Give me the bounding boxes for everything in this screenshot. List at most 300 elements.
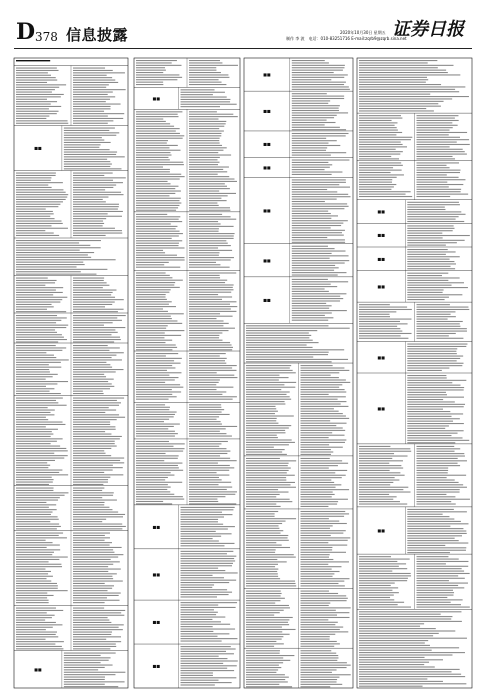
cell-text-line — [136, 463, 182, 464]
cell-text-line — [136, 292, 169, 293]
cell-text-line — [301, 496, 332, 497]
cell-text-line — [189, 484, 219, 485]
cell-text-line — [301, 629, 340, 630]
cell-text-line — [189, 240, 226, 241]
cell-text-line — [136, 118, 163, 119]
cell-text-line — [64, 669, 98, 670]
cell-text-line — [246, 521, 286, 522]
cell-label: ■■ — [377, 528, 385, 533]
cell-text-line — [16, 322, 56, 323]
cell-text-line — [407, 542, 468, 543]
cell-text-line — [73, 355, 116, 356]
cell-text-line — [16, 460, 55, 461]
cell-text-line — [73, 82, 118, 83]
cell-text-line — [16, 410, 55, 411]
cell-text-line — [73, 94, 108, 95]
cell-text-line — [136, 221, 182, 222]
cell-text-line — [16, 355, 54, 356]
cell-text-line — [73, 460, 120, 461]
cell-text-line — [16, 564, 61, 565]
cell-text-line — [292, 93, 327, 94]
cell-text-line — [301, 511, 346, 512]
cell-text-line — [181, 663, 224, 664]
cell-text-line — [407, 518, 454, 519]
cell-text-line — [189, 358, 227, 359]
cell-text-line — [417, 307, 469, 308]
cell-text-line — [246, 365, 291, 366]
cell-text-line — [16, 376, 53, 377]
cell-text-line — [64, 672, 126, 673]
cell-text-line — [246, 451, 282, 452]
cell-text-line — [181, 565, 232, 566]
cell-text-line — [16, 374, 58, 375]
cell-text-line — [73, 526, 126, 527]
cell-text-line — [73, 299, 124, 300]
cell-text-line — [73, 549, 113, 550]
cell-text-line — [359, 172, 391, 173]
cell-label: ■■ — [377, 232, 385, 238]
cell-text-line — [292, 274, 338, 275]
paragraph-text-line — [246, 332, 309, 333]
paragraph-text-line — [359, 79, 428, 80]
cell-text-line — [301, 396, 346, 397]
cell-text-line — [189, 503, 236, 504]
cell-text-line — [359, 592, 399, 593]
cell-text-line — [73, 278, 104, 279]
cell-text-line — [16, 367, 61, 368]
cell-text-line — [407, 530, 466, 531]
cell-text-line — [73, 465, 113, 466]
cell-text-line — [189, 169, 223, 170]
cell-text-line — [359, 458, 392, 459]
cell-text-line — [181, 528, 228, 529]
cell-text-line — [292, 279, 328, 280]
cell-text-line — [359, 179, 392, 180]
cell-text-line — [189, 377, 237, 378]
cell-text-line — [73, 197, 108, 198]
cell-text-line — [292, 120, 327, 121]
cell-text-line — [181, 531, 216, 532]
cell-text-line — [136, 335, 181, 336]
cell-text-line — [189, 219, 236, 220]
paragraph-text-line — [359, 640, 428, 641]
cell-text-line — [407, 411, 450, 412]
cell-text-line — [16, 216, 50, 217]
cell-text-line — [73, 537, 110, 538]
cell-text-line — [136, 142, 167, 143]
cell-text-line — [73, 559, 111, 560]
cell-text-line — [73, 204, 119, 205]
cell-text-line — [136, 379, 175, 380]
cell-text-line — [189, 223, 221, 224]
cell-text-line — [359, 604, 398, 605]
cell-text-line — [407, 363, 463, 364]
cell-text-line — [136, 282, 175, 283]
cell-text-line — [246, 406, 276, 407]
cell-text-line — [136, 311, 168, 312]
cell-text-line — [73, 304, 112, 305]
cell-text-line — [16, 547, 47, 548]
paragraph-text-line — [359, 101, 444, 102]
cell-text-line — [189, 499, 217, 500]
cell-text-line — [246, 472, 287, 473]
cell-text-line — [73, 357, 112, 358]
cell-text-line — [64, 662, 101, 663]
cell-text-line — [189, 114, 233, 115]
cell-text-line — [136, 503, 172, 504]
cell-text-line — [16, 388, 54, 389]
cell-text-line — [417, 587, 465, 588]
cell-text-line — [301, 379, 346, 380]
cell-text-line — [73, 620, 109, 621]
cell-text-line — [16, 177, 51, 178]
cell-text-line — [16, 80, 57, 81]
cell-text-line — [136, 289, 171, 290]
cell-text-line — [16, 441, 57, 442]
cell-text-line — [16, 292, 63, 293]
cell-text-line — [16, 622, 56, 623]
cell-text-line — [16, 588, 58, 589]
cell-text-line — [417, 335, 449, 336]
cell-text-line — [359, 158, 399, 159]
cell-text-line — [64, 159, 107, 160]
cell-text-line — [407, 261, 454, 262]
cell-text-line — [16, 540, 46, 541]
cell-text-line — [16, 507, 49, 508]
cell-text-line — [246, 482, 295, 483]
cell-text-line — [181, 580, 237, 581]
cell-text-line — [73, 235, 106, 236]
cell-text-line — [136, 202, 181, 203]
cell-text-line — [301, 622, 338, 623]
cell-text-line — [136, 275, 170, 276]
cell-text-line — [359, 177, 397, 178]
cell-text-line — [64, 657, 111, 658]
cell-text-line — [16, 533, 63, 534]
cell-text-line — [136, 431, 175, 432]
cell-text-line — [189, 202, 217, 203]
cell-text-line — [73, 540, 105, 541]
cell-text-line — [73, 398, 124, 399]
cell-text-line — [136, 210, 176, 211]
cell-text-line — [246, 396, 290, 397]
cell-text-line — [301, 545, 348, 546]
cell-text-line — [301, 591, 329, 592]
cell-text-line — [73, 341, 114, 342]
cell-text-line — [359, 446, 390, 447]
cell-text-line — [246, 484, 291, 485]
cell-text-line — [189, 446, 219, 447]
paragraph-text-line — [359, 62, 428, 63]
cell-text-line — [417, 453, 465, 454]
cell-text-line — [136, 200, 179, 201]
cell-text-line — [301, 576, 333, 577]
paragraph-text-line — [359, 633, 439, 634]
cell-text-line — [64, 677, 105, 678]
cell-text-line — [301, 518, 329, 519]
cell-text-line — [73, 347, 120, 348]
cell-text-line — [246, 432, 285, 433]
cell-text-line — [136, 308, 163, 309]
cell-text-line — [359, 307, 407, 308]
cell-text-line — [16, 524, 59, 525]
cell-text-line — [292, 115, 337, 116]
cell-text-line — [417, 144, 470, 145]
cell-text-line — [292, 133, 349, 134]
cell-text-line — [189, 342, 230, 343]
cell-text-line — [246, 382, 296, 383]
cell-text-line — [189, 465, 230, 466]
cell-text-line — [16, 359, 69, 360]
page-letter: D — [16, 19, 36, 45]
cell-text-line — [417, 115, 459, 116]
cell-text-line — [73, 585, 114, 586]
cell-text-line — [181, 101, 231, 102]
cell-text-line — [73, 608, 104, 609]
cell-text-line — [417, 465, 461, 466]
cell-text-line — [73, 542, 112, 543]
cell-text-line — [417, 597, 448, 598]
cell-text-line — [246, 449, 285, 450]
cell-text-line — [417, 467, 449, 468]
cell-text-line — [417, 604, 461, 605]
cell-text-line — [417, 463, 458, 464]
cell-text-line — [136, 460, 164, 461]
cell-text-line — [73, 233, 122, 234]
cell-text-line — [417, 580, 449, 581]
cell-text-line — [136, 358, 182, 359]
cell-text-line — [73, 400, 117, 401]
cell-text-line — [136, 489, 167, 490]
cell-text-line — [16, 199, 66, 200]
cell-text-line — [246, 585, 296, 586]
cell-text-line — [246, 578, 280, 579]
cell-text-line — [359, 571, 392, 572]
cell-text-line — [246, 427, 289, 428]
cell-text-line — [189, 404, 221, 405]
cell-text-line — [73, 644, 116, 645]
paragraph-text-line — [359, 96, 469, 97]
cell-text-line — [359, 338, 408, 339]
paragraph-text-line — [359, 650, 432, 651]
cell-text-line — [407, 387, 464, 388]
cell-text-line — [359, 463, 389, 464]
cell-text-line — [292, 315, 325, 316]
cell-text-line — [136, 424, 180, 425]
cell-text-line — [189, 353, 226, 354]
cell-text-line — [181, 616, 226, 617]
cell-text-line — [16, 185, 48, 186]
cell-text-line — [359, 146, 407, 147]
cell-text-line — [73, 424, 110, 425]
cell-text-line — [16, 180, 51, 181]
cell-text-line — [292, 62, 329, 63]
cell-text-line — [73, 495, 113, 496]
cell-text-line — [301, 578, 350, 579]
cell-text-line — [292, 122, 336, 123]
cell-text-line — [417, 607, 470, 608]
cell-text-line — [301, 463, 349, 464]
cell-text-line — [73, 436, 122, 437]
cell-text-line — [136, 316, 171, 317]
cell-text-line — [301, 427, 343, 428]
cell-text-line — [73, 123, 108, 124]
cell-text-line — [301, 653, 337, 654]
cell-text-line — [301, 581, 345, 582]
cell-text-line — [301, 650, 332, 651]
cell-text-line — [189, 470, 229, 471]
cell-text-line — [16, 495, 65, 496]
cell-text-line — [246, 420, 276, 421]
cell-text-line — [73, 292, 113, 293]
cell-text-line — [359, 489, 403, 490]
cell-text-line — [16, 235, 59, 236]
cell-text-line — [417, 578, 465, 579]
cell-text-line — [73, 187, 113, 188]
cell-text-line — [417, 472, 448, 473]
cell-text-line — [417, 455, 465, 456]
cell-text-line — [73, 422, 110, 423]
cell-text-line — [246, 672, 276, 673]
cell-text-line — [136, 294, 166, 295]
cell-text-line — [189, 200, 227, 201]
cell-text-line — [292, 258, 330, 259]
cell-text-line — [417, 568, 462, 569]
paragraph-text-line — [359, 628, 436, 629]
cell-text-line — [16, 490, 53, 491]
cell-text-line — [407, 294, 462, 295]
cell-text-line — [407, 356, 463, 357]
cell-text-line — [301, 435, 345, 436]
cell-text-line — [136, 150, 181, 151]
cell-text-line — [417, 167, 450, 168]
cell-text-line — [417, 311, 456, 312]
cell-text-line — [359, 451, 411, 452]
cell-text-line — [16, 561, 49, 562]
cell-text-line — [73, 482, 108, 483]
cell-text-line — [136, 416, 174, 417]
cell-text-line — [417, 177, 459, 178]
cell-text-line — [417, 585, 459, 586]
paragraph-text-line — [246, 337, 309, 338]
cell-text-line — [189, 426, 237, 427]
cell-text-line — [16, 632, 57, 633]
cell-text-line — [73, 636, 121, 637]
cell-text-line — [73, 417, 125, 418]
cell-text-line — [73, 646, 116, 647]
cell-text-line — [73, 201, 106, 202]
cell-text-line — [301, 494, 335, 495]
cell-text-line — [301, 530, 346, 531]
cell-text-line — [136, 394, 172, 395]
cell-text-line — [292, 286, 337, 287]
cell-text-line — [16, 514, 51, 515]
cell-text-line — [189, 221, 218, 222]
cell-text-line — [16, 545, 60, 546]
cell-text-line — [246, 447, 274, 448]
cell-text-line — [16, 559, 59, 560]
cell-text-line — [16, 585, 58, 586]
cell-text-line — [292, 189, 327, 190]
editors-line: 制作 李 波 电话：010-83251716 E-mail:zqrb9@zqrb.sina.net — [286, 36, 407, 41]
cell-text-line — [189, 396, 237, 397]
paragraph-text-line — [359, 611, 461, 612]
cell-text-line — [16, 644, 55, 645]
cell-text-line — [136, 121, 166, 122]
cell-text-line — [246, 516, 275, 517]
cell-text-line — [189, 123, 226, 124]
cell-text-line — [359, 196, 412, 197]
cell-text-line — [136, 123, 170, 124]
cell-text-line — [359, 321, 400, 322]
cell-text-line — [181, 106, 220, 107]
cell-text-line — [73, 615, 124, 616]
cell-text-line — [73, 228, 115, 229]
header-rule — [14, 48, 472, 49]
cell-text-line — [16, 116, 49, 117]
cell-text-line — [16, 77, 56, 78]
cell-text-line — [417, 499, 470, 500]
cell-text-line — [16, 325, 68, 326]
cell-text-line — [359, 151, 403, 152]
cell-text-line — [136, 496, 183, 497]
announcement-tables — [0, 52, 484, 692]
cell-text-line — [16, 304, 52, 305]
cell-text-line — [16, 400, 56, 401]
cell-text-line — [301, 571, 340, 572]
cell-text-line — [292, 167, 330, 168]
cell-text-line — [301, 454, 331, 455]
paragraph-text-line — [359, 614, 441, 615]
cell-text-line — [359, 323, 408, 324]
cell-text-line — [16, 431, 52, 432]
cell-text-line — [292, 203, 347, 204]
cell-text-line — [301, 684, 343, 685]
cell-text-line — [407, 428, 445, 429]
cell-text-line — [73, 101, 106, 102]
cell-text-line — [189, 238, 234, 239]
paragraph-text-line — [359, 681, 443, 682]
cell-text-line — [64, 135, 116, 136]
paragraph-text-line — [246, 349, 344, 350]
cell-text-line — [189, 186, 227, 187]
cell-text-line — [407, 254, 446, 255]
cell-text-line — [292, 250, 346, 251]
cell-text-line — [407, 237, 442, 238]
cell-text-line — [301, 660, 338, 661]
cell-text-line — [136, 60, 177, 61]
cell-text-line — [189, 387, 233, 388]
cell-text-line — [189, 205, 219, 206]
cell-text-line — [246, 503, 276, 504]
cell-text-line — [73, 383, 112, 384]
cell-text-line — [16, 612, 47, 613]
paragraph-text-line — [359, 654, 452, 655]
cell-text-line — [181, 560, 236, 561]
cell-text-line — [73, 573, 117, 574]
cell-text-line — [292, 103, 328, 104]
cell-text-line — [136, 62, 172, 63]
cell-text-line — [292, 270, 334, 271]
cell-text-line — [73, 213, 108, 214]
cell-text-line — [136, 77, 182, 78]
cell-text-line — [292, 253, 332, 254]
cell-text-line — [136, 484, 168, 485]
cell-text-line — [189, 458, 230, 459]
cell-text-line — [359, 174, 404, 175]
cell-text-line — [136, 426, 174, 427]
cell-text-line — [181, 589, 228, 590]
